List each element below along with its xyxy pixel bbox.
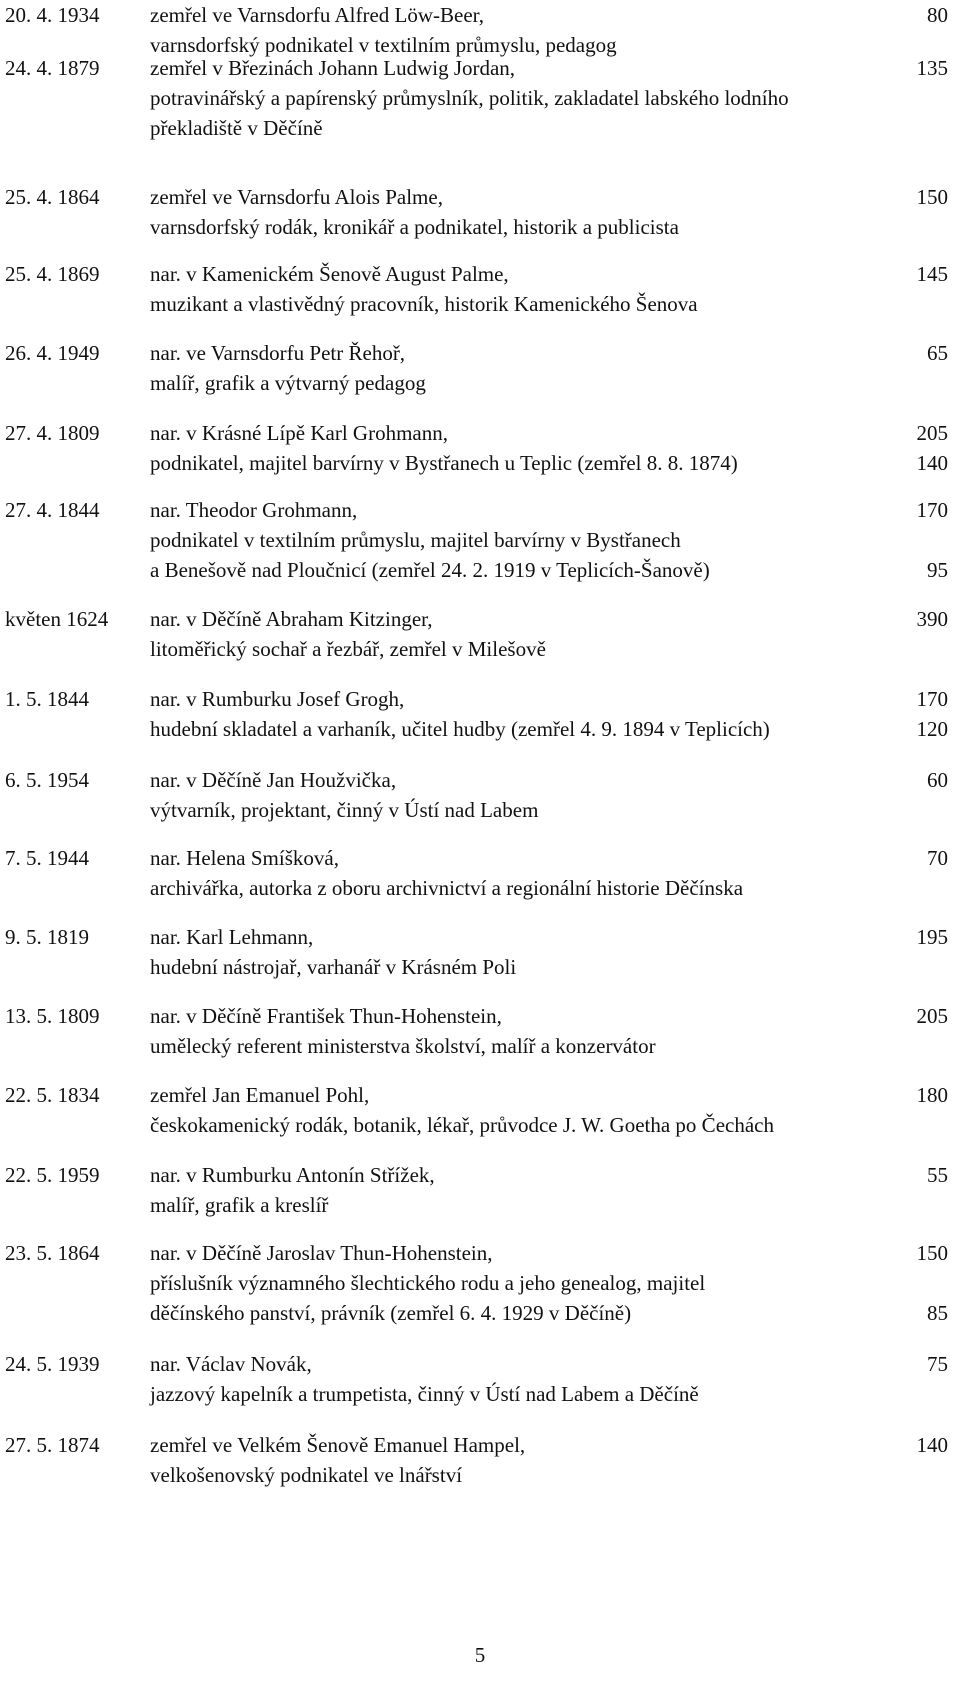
entry-number: 140 [916, 451, 948, 475]
entry-description: příslušník významného šlechtického rodu a jeho genealog, majitel [150, 1271, 706, 1295]
entry-number: 70 [927, 846, 948, 870]
entry-date: 6. 5. 1954 [5, 768, 89, 792]
entry-number: 75 [927, 1352, 948, 1376]
entry-line [0, 182, 960, 212]
entry-number: 145 [916, 262, 948, 286]
list-item [0, 418, 960, 478]
entry-description: litoměřický sochař a řezbář, zemřel v Milešově [150, 637, 546, 661]
entry-line [0, 495, 960, 525]
entry-line [0, 113, 960, 143]
list-item [0, 495, 960, 585]
entry-number: 85 [927, 1301, 948, 1325]
entry-description: děčínského panství, právník (zemřel 6. 4. 1929 v Děčíně) [150, 1301, 632, 1325]
entry-line [0, 684, 960, 714]
entry-line [0, 1430, 960, 1460]
entry-description: hudební skladatel a varhaník, učitel hudby (zemřel 4. 9. 1894 v Teplicích) [150, 717, 770, 741]
entry-title: nar. v Rumburku Antonín Střížek, [150, 1163, 435, 1187]
entry-date: 22. 5. 1834 [5, 1083, 100, 1107]
list-item [0, 1160, 960, 1220]
entry-line [0, 259, 960, 289]
list-item [0, 53, 960, 143]
entry-line [0, 1001, 960, 1031]
entry-description: českokamenický rodák, botanik, lékař, průvodce J. W. Goetha po Čechách [150, 1113, 774, 1137]
entry-title: nar. v Rumburku Josef Grogh, [150, 687, 405, 711]
entry-line [0, 212, 960, 242]
entry-number: 205 [916, 1004, 948, 1028]
entry-description: podnikatel, majitel barvírny v Bystřanech u Teplic (zemřel 8. 8. 1874) [150, 451, 738, 475]
entry-line [0, 604, 960, 634]
entry-line [0, 1190, 960, 1220]
entry-date: 24. 4. 1879 [5, 56, 100, 80]
list-item [0, 1238, 960, 1328]
entry-number: 135 [916, 56, 948, 80]
entry-date: 24. 5. 1939 [5, 1352, 100, 1376]
entry-title: nar. v Děčíně Jan Houžvička, [150, 768, 397, 792]
page-number: 5 [474, 1643, 486, 1667]
entry-title: nar. v Kamenickém Šenově August Palme, [150, 262, 509, 286]
entry-title: nar. v Děčíně František Thun-Hohenstein, [150, 1004, 502, 1028]
entry-line [0, 338, 960, 368]
list-item [0, 684, 960, 744]
entry-line [0, 795, 960, 825]
entry-title: nar. ve Varnsdorfu Petr Řehoř, [150, 341, 406, 365]
list-item [0, 0, 960, 60]
entry-description: potravinářský a papírenský průmyslník, politik, zakladatel labského lodního [150, 86, 789, 110]
entry-title: nar. v Děčíně Jaroslav Thun-Hohenstein, [150, 1241, 493, 1265]
entry-number: 55 [927, 1163, 948, 1187]
entry-line [0, 1031, 960, 1061]
list-item [0, 1080, 960, 1140]
entry-line [0, 1460, 960, 1490]
entry-line [0, 1298, 960, 1328]
entry-line [0, 0, 960, 30]
entry-title: zemřel ve Varnsdorfu Alois Palme, [150, 185, 443, 209]
entry-title: nar. Karl Lehmann, [150, 925, 314, 949]
list-item [0, 1349, 960, 1409]
entry-description: překladiště v Děčíně [150, 116, 323, 140]
entry-description: malíř, grafik a výtvarný pedagog [150, 371, 426, 395]
entry-number: 195 [916, 925, 948, 949]
entry-number: 60 [927, 768, 948, 792]
entry-line [0, 952, 960, 982]
entry-date: 9. 5. 1819 [5, 925, 89, 949]
entry-title: zemřel ve Velkém Šenově Emanuel Hampel, [150, 1433, 526, 1457]
entry-title: zemřel v Březinách Johann Ludwig Jordan, [150, 56, 516, 80]
entry-line [0, 843, 960, 873]
entry-line [0, 448, 960, 478]
entry-number: 150 [916, 185, 948, 209]
entry-description: hudební nástrojař, varhanář v Krásném Poli [150, 955, 517, 979]
entry-description: varnsdorfský podnikatel v textilním průmyslu, pedagog [150, 33, 617, 57]
entry-line [0, 1160, 960, 1190]
entry-line [0, 53, 960, 83]
entry-number: 150 [916, 1241, 948, 1265]
list-item [0, 338, 960, 398]
entry-description: umělecký referent ministerstva školství, malíř a konzervátor [150, 1034, 656, 1058]
entry-description: podnikatel v textilním průmyslu, majitel barvírny v Bystřanech [150, 528, 681, 552]
entry-date: 27. 5. 1874 [5, 1433, 100, 1457]
entry-number: 170 [916, 498, 948, 522]
entry-date: 23. 5. 1864 [5, 1241, 100, 1265]
entry-line [0, 83, 960, 113]
entry-line [0, 1110, 960, 1140]
entry-title: nar. Theodor Grohmann, [150, 498, 358, 522]
list-item [0, 922, 960, 982]
entry-line [0, 922, 960, 952]
entry-line [0, 1349, 960, 1379]
entry-line [0, 1379, 960, 1409]
entry-number: 80 [927, 3, 948, 27]
entry-number: 95 [927, 558, 948, 582]
entry-title: nar. Václav Novák, [150, 1352, 312, 1376]
entry-line [0, 1268, 960, 1298]
entry-description: a Benešově nad Ploučnicí (zemřel 24. 2. 1919 v Teplicích-Šanově) [150, 558, 710, 582]
entry-line [0, 555, 960, 585]
entry-date: 27. 4. 1809 [5, 421, 100, 445]
entry-description: výtvarník, projektant, činný v Ústí nad Labem [150, 798, 539, 822]
entry-line [0, 1080, 960, 1110]
entry-line [0, 289, 960, 319]
entry-title: nar. v Krásné Lípě Karl Grohmann, [150, 421, 448, 445]
list-item [0, 259, 960, 319]
list-item [0, 765, 960, 825]
entry-line [0, 525, 960, 555]
entry-description: jazzový kapelník a trumpetista, činný v Ústí nad Labem a Děčíně [150, 1382, 699, 1406]
entry-number: 390 [916, 607, 948, 631]
entry-date: 7. 5. 1944 [5, 846, 89, 870]
entry-line [0, 714, 960, 744]
entry-description: muzikant a vlastivědný pracovník, historik Kamenického Šenova [150, 292, 698, 316]
entry-line [0, 418, 960, 448]
entry-date: 1. 5. 1844 [5, 687, 89, 711]
entry-number: 170 [916, 687, 948, 711]
entry-title: zemřel ve Varnsdorfu Alfred Löw-Beer, [150, 3, 485, 27]
entry-line [0, 765, 960, 795]
entry-date: 27. 4. 1844 [5, 498, 100, 522]
entry-description: archivářka, autorka z oboru archivnictví a regionální historie Děčínska [150, 876, 744, 900]
entry-date: 26. 4. 1949 [5, 341, 100, 365]
entry-description: varnsdorfský rodák, kronikář a podnikatel, historik a publicista [150, 215, 679, 239]
list-item [0, 843, 960, 903]
entry-date: 22. 5. 1959 [5, 1163, 100, 1187]
list-item [0, 182, 960, 242]
entry-description: malíř, grafik a kreslíř [150, 1193, 329, 1217]
entry-line [0, 634, 960, 664]
entry-title: zemřel Jan Emanuel Pohl, [150, 1083, 370, 1107]
entry-number: 140 [916, 1433, 948, 1457]
entry-line [0, 368, 960, 398]
entry-date: 20. 4. 1934 [5, 3, 100, 27]
list-item [0, 1001, 960, 1061]
entry-title: nar. Helena Smíšková, [150, 846, 339, 870]
entry-number: 205 [916, 421, 948, 445]
entry-date: 13. 5. 1809 [5, 1004, 100, 1028]
entry-line [0, 873, 960, 903]
entry-date: květen 1624 [5, 607, 109, 631]
entry-date: 25. 4. 1869 [5, 262, 100, 286]
entry-number: 120 [916, 717, 948, 741]
entry-number: 180 [916, 1083, 948, 1107]
entry-description: velkošenovský podnikatel ve lnářství [150, 1463, 463, 1487]
list-item [0, 1430, 960, 1490]
entry-line [0, 1238, 960, 1268]
entry-title: nar. v Děčíně Abraham Kitzinger, [150, 607, 433, 631]
entry-date: 25. 4. 1864 [5, 185, 100, 209]
list-item [0, 604, 960, 664]
entry-number: 65 [927, 341, 948, 365]
